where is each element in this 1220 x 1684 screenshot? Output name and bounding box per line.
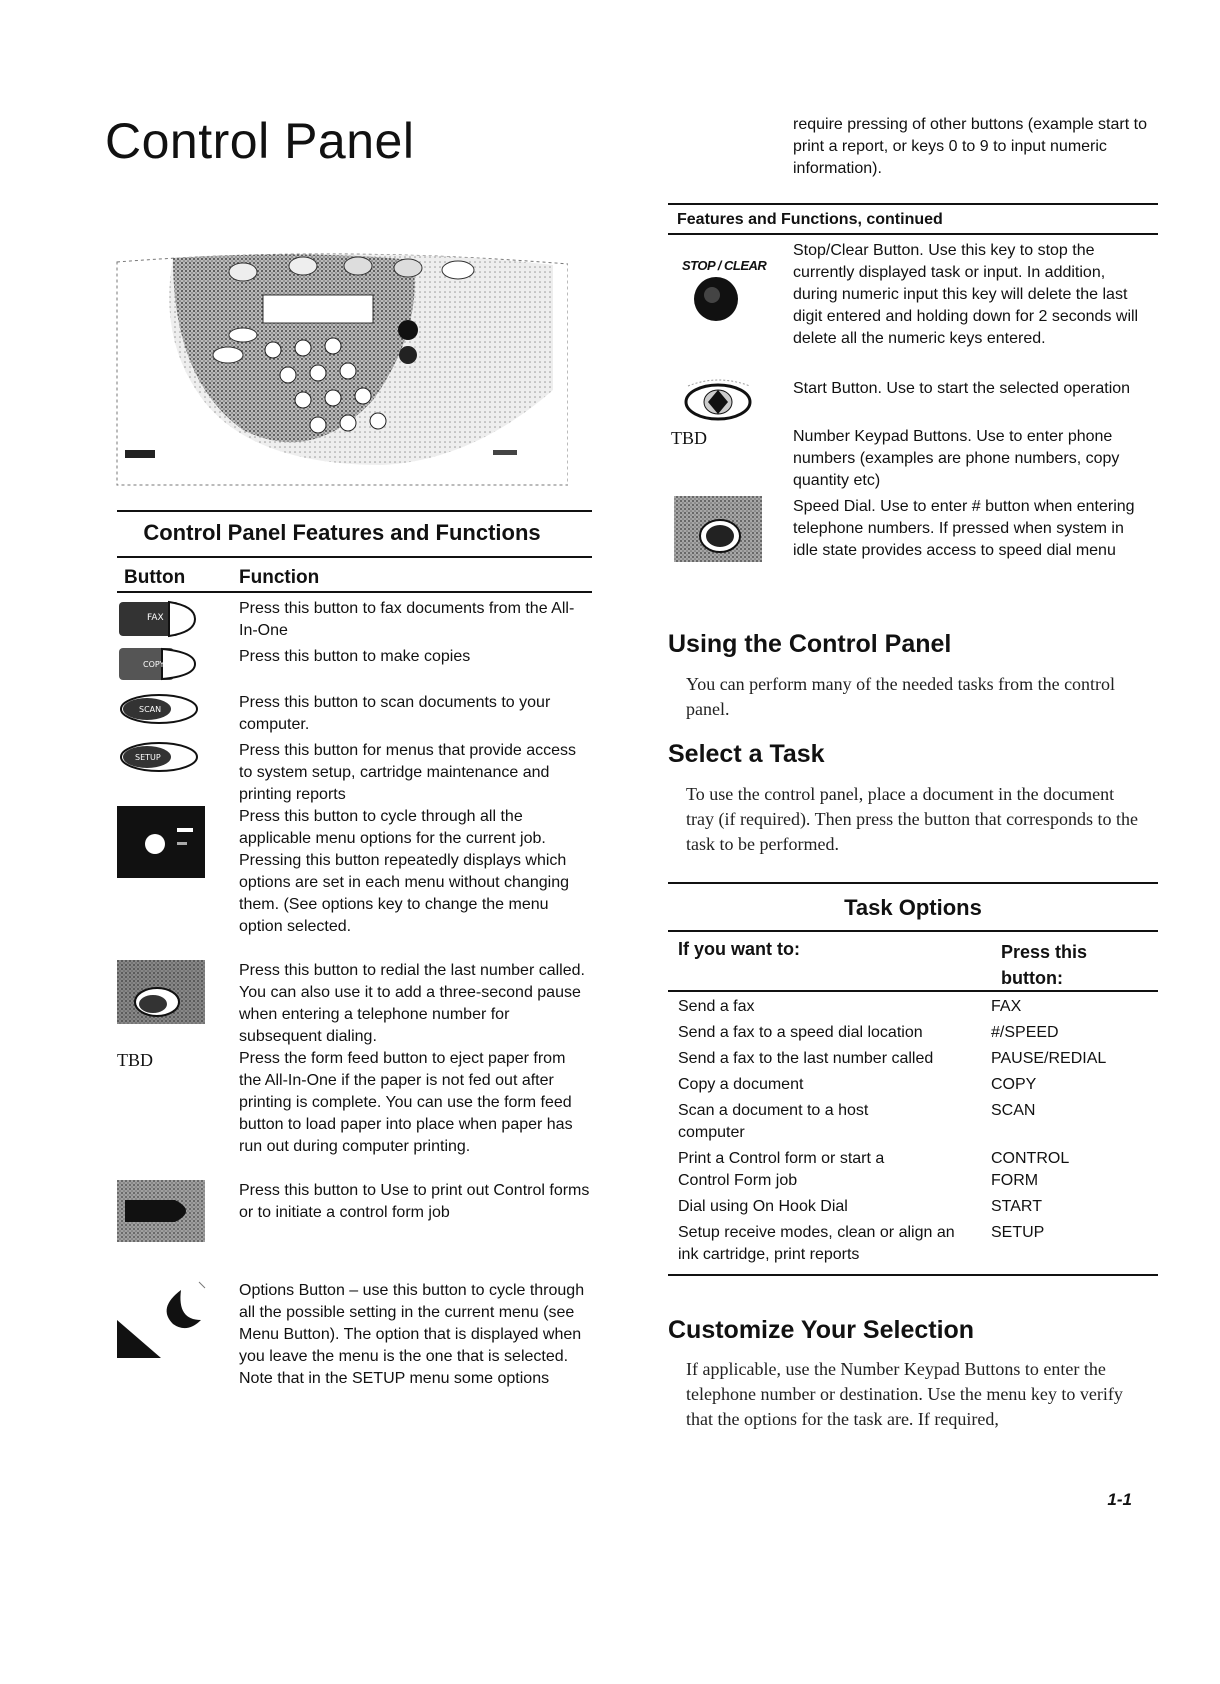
page-title: Control Panel	[105, 113, 415, 169]
task-want: Send a fax to a speed dial location	[678, 1024, 923, 1041]
function-text: Options Button – use this button to cycle through all the possible setting in the current menu (see Menu Button). The option that is displayed when you leave the menu is the one that is selected. Note that in the SETUP menu some options	[239, 1282, 585, 1387]
fax-button-icon	[117, 598, 207, 645]
start-button-icon	[668, 378, 768, 427]
task-press: FAX	[991, 998, 1022, 1015]
menu-button-icon	[117, 806, 207, 883]
task-want: Copy a document	[678, 1076, 804, 1093]
function-text: Press this button for menus that provide access to system setup, cartridge maintenance and printing reports	[239, 742, 577, 803]
control-panel-illustration	[113, 250, 568, 490]
task-want: Send a fax	[678, 998, 755, 1015]
task-table-bottom-rule	[668, 1274, 1158, 1276]
page-number: 1-1	[1107, 1490, 1132, 1509]
task-want: Scan a document to a host computer	[678, 1102, 869, 1141]
function-text: Press this button to scan documents to your computer.	[239, 694, 551, 733]
task-table-header-rule	[668, 990, 1158, 992]
svg-text:FAX: FAX	[147, 613, 164, 623]
using-text: You can perform many of the needed tasks from the control panel.	[686, 674, 1116, 719]
function-text: Start Button. Use to start the selected operation	[793, 380, 1131, 397]
task-press: SETUP	[991, 1224, 1045, 1241]
right-table-top-rule	[668, 203, 1158, 205]
function-text: Press this button to make copies	[239, 648, 471, 665]
right-table-heading: Features and Functions, continued	[677, 211, 943, 228]
select-heading: Select a Task	[668, 740, 825, 768]
svg-text:COPY: COPY	[143, 660, 165, 669]
task-want: Print a Control form or start a Control Form job	[678, 1150, 885, 1189]
task-want: Setup receive modes, clean or align an ink cartridge, print reports	[678, 1224, 955, 1263]
function-text: Stop/Clear Button. Use this key to stop the currently displayed task or input. In addition, during numeric input this key will delete the last digit entered and holding down for 2 seconds will delete all the numeric keys entered.	[793, 242, 1139, 347]
intro-continued-text: require pressing of other buttons (example start to print a report, or keys 0 to 9 to input numeric information).	[793, 116, 1147, 177]
scan-button-icon	[117, 692, 207, 731]
right-table-heading-rule	[668, 233, 1158, 235]
tbd-label: TBD	[117, 1050, 153, 1070]
task-press: PAUSE/REDIAL	[991, 1050, 1107, 1067]
task-press: #/SPEED	[991, 1024, 1059, 1041]
svg-text:SETUP: SETUP	[135, 753, 161, 762]
task-want: Dial using On Hook Dial	[678, 1198, 848, 1215]
function-text: Press this button to Use to print out Control forms or to initiate a control form job	[239, 1182, 590, 1221]
task-want: Send a fax to the last number called	[678, 1050, 934, 1067]
redial-button-icon	[117, 960, 207, 1029]
task-col-want-header: If you want to:	[678, 939, 800, 959]
task-press: SCAN	[991, 1102, 1036, 1119]
function-text: Press the form feed button to eject paper from the All-In-One if the paper is not fed out after printing is complete. You can use the form feed button to load paper into place when paper has run out during computer printing.	[239, 1050, 573, 1155]
setup-button-icon	[117, 740, 207, 779]
customize-heading: Customize Your Selection	[668, 1316, 975, 1344]
select-text: To use the control panel, place a document in the document tray (if required). Then press the button that corresponds to the task to be performed.	[686, 784, 1139, 854]
tbd-label: TBD	[671, 428, 707, 448]
task-press: CONTROL FORM	[991, 1150, 1069, 1189]
left-col-function-header: Function	[239, 567, 320, 588]
task-col-press-header: Press this button:	[1001, 942, 1088, 988]
task-press: START	[991, 1198, 1042, 1215]
stop-clear-button-icon	[668, 240, 768, 338]
svg-text:SCAN: SCAN	[139, 705, 162, 714]
using-heading: Using the Control Panel	[668, 630, 952, 658]
left-table-header-rule	[117, 591, 592, 593]
function-text: Press this button to cycle through all the applicable menu options for the current job. Pressing this button repeatedly displays which options are set in each menu without changing them. (See options key to change the menu option selected.	[239, 808, 569, 935]
function-text: Number Keypad Buttons. Use to enter phone numbers (examples are phone numbers, copy quantity etc)	[793, 428, 1120, 489]
speed-dial-button-icon	[668, 496, 768, 567]
copy-button-icon	[117, 646, 207, 687]
function-text: Press this button to fax documents from the All-In-One	[239, 600, 575, 639]
function-text: Press this button to redial the last number called. You can also use it to add a three-second pause when entering a telephone number for subsequent dialing.	[239, 962, 585, 1045]
stop-clear-label: STOP / CLEAR	[682, 258, 767, 273]
task-table-heading-rule	[668, 930, 1158, 932]
left-table-heading: Control Panel Features and Functions	[143, 520, 541, 545]
task-options-heading: Task Options	[844, 895, 982, 920]
options-button-icon	[117, 1280, 207, 1365]
left-table-top-rule	[117, 510, 592, 512]
control-form-button-icon	[117, 1180, 207, 1247]
customize-text: If applicable, use the Number Keypad Buttons to enter the telephone number or destination. Use the menu key to verify that the options for the task are. If required,	[686, 1359, 1123, 1429]
task-press: COPY	[991, 1076, 1037, 1093]
left-table-heading-rule	[117, 556, 592, 558]
left-col-button-header: Button	[124, 567, 186, 588]
task-table-top-rule	[668, 882, 1158, 884]
function-text: Speed Dial. Use to enter # button when entering telephone numbers. If pressed when system in idle state provides access to speed dial menu	[793, 498, 1135, 559]
